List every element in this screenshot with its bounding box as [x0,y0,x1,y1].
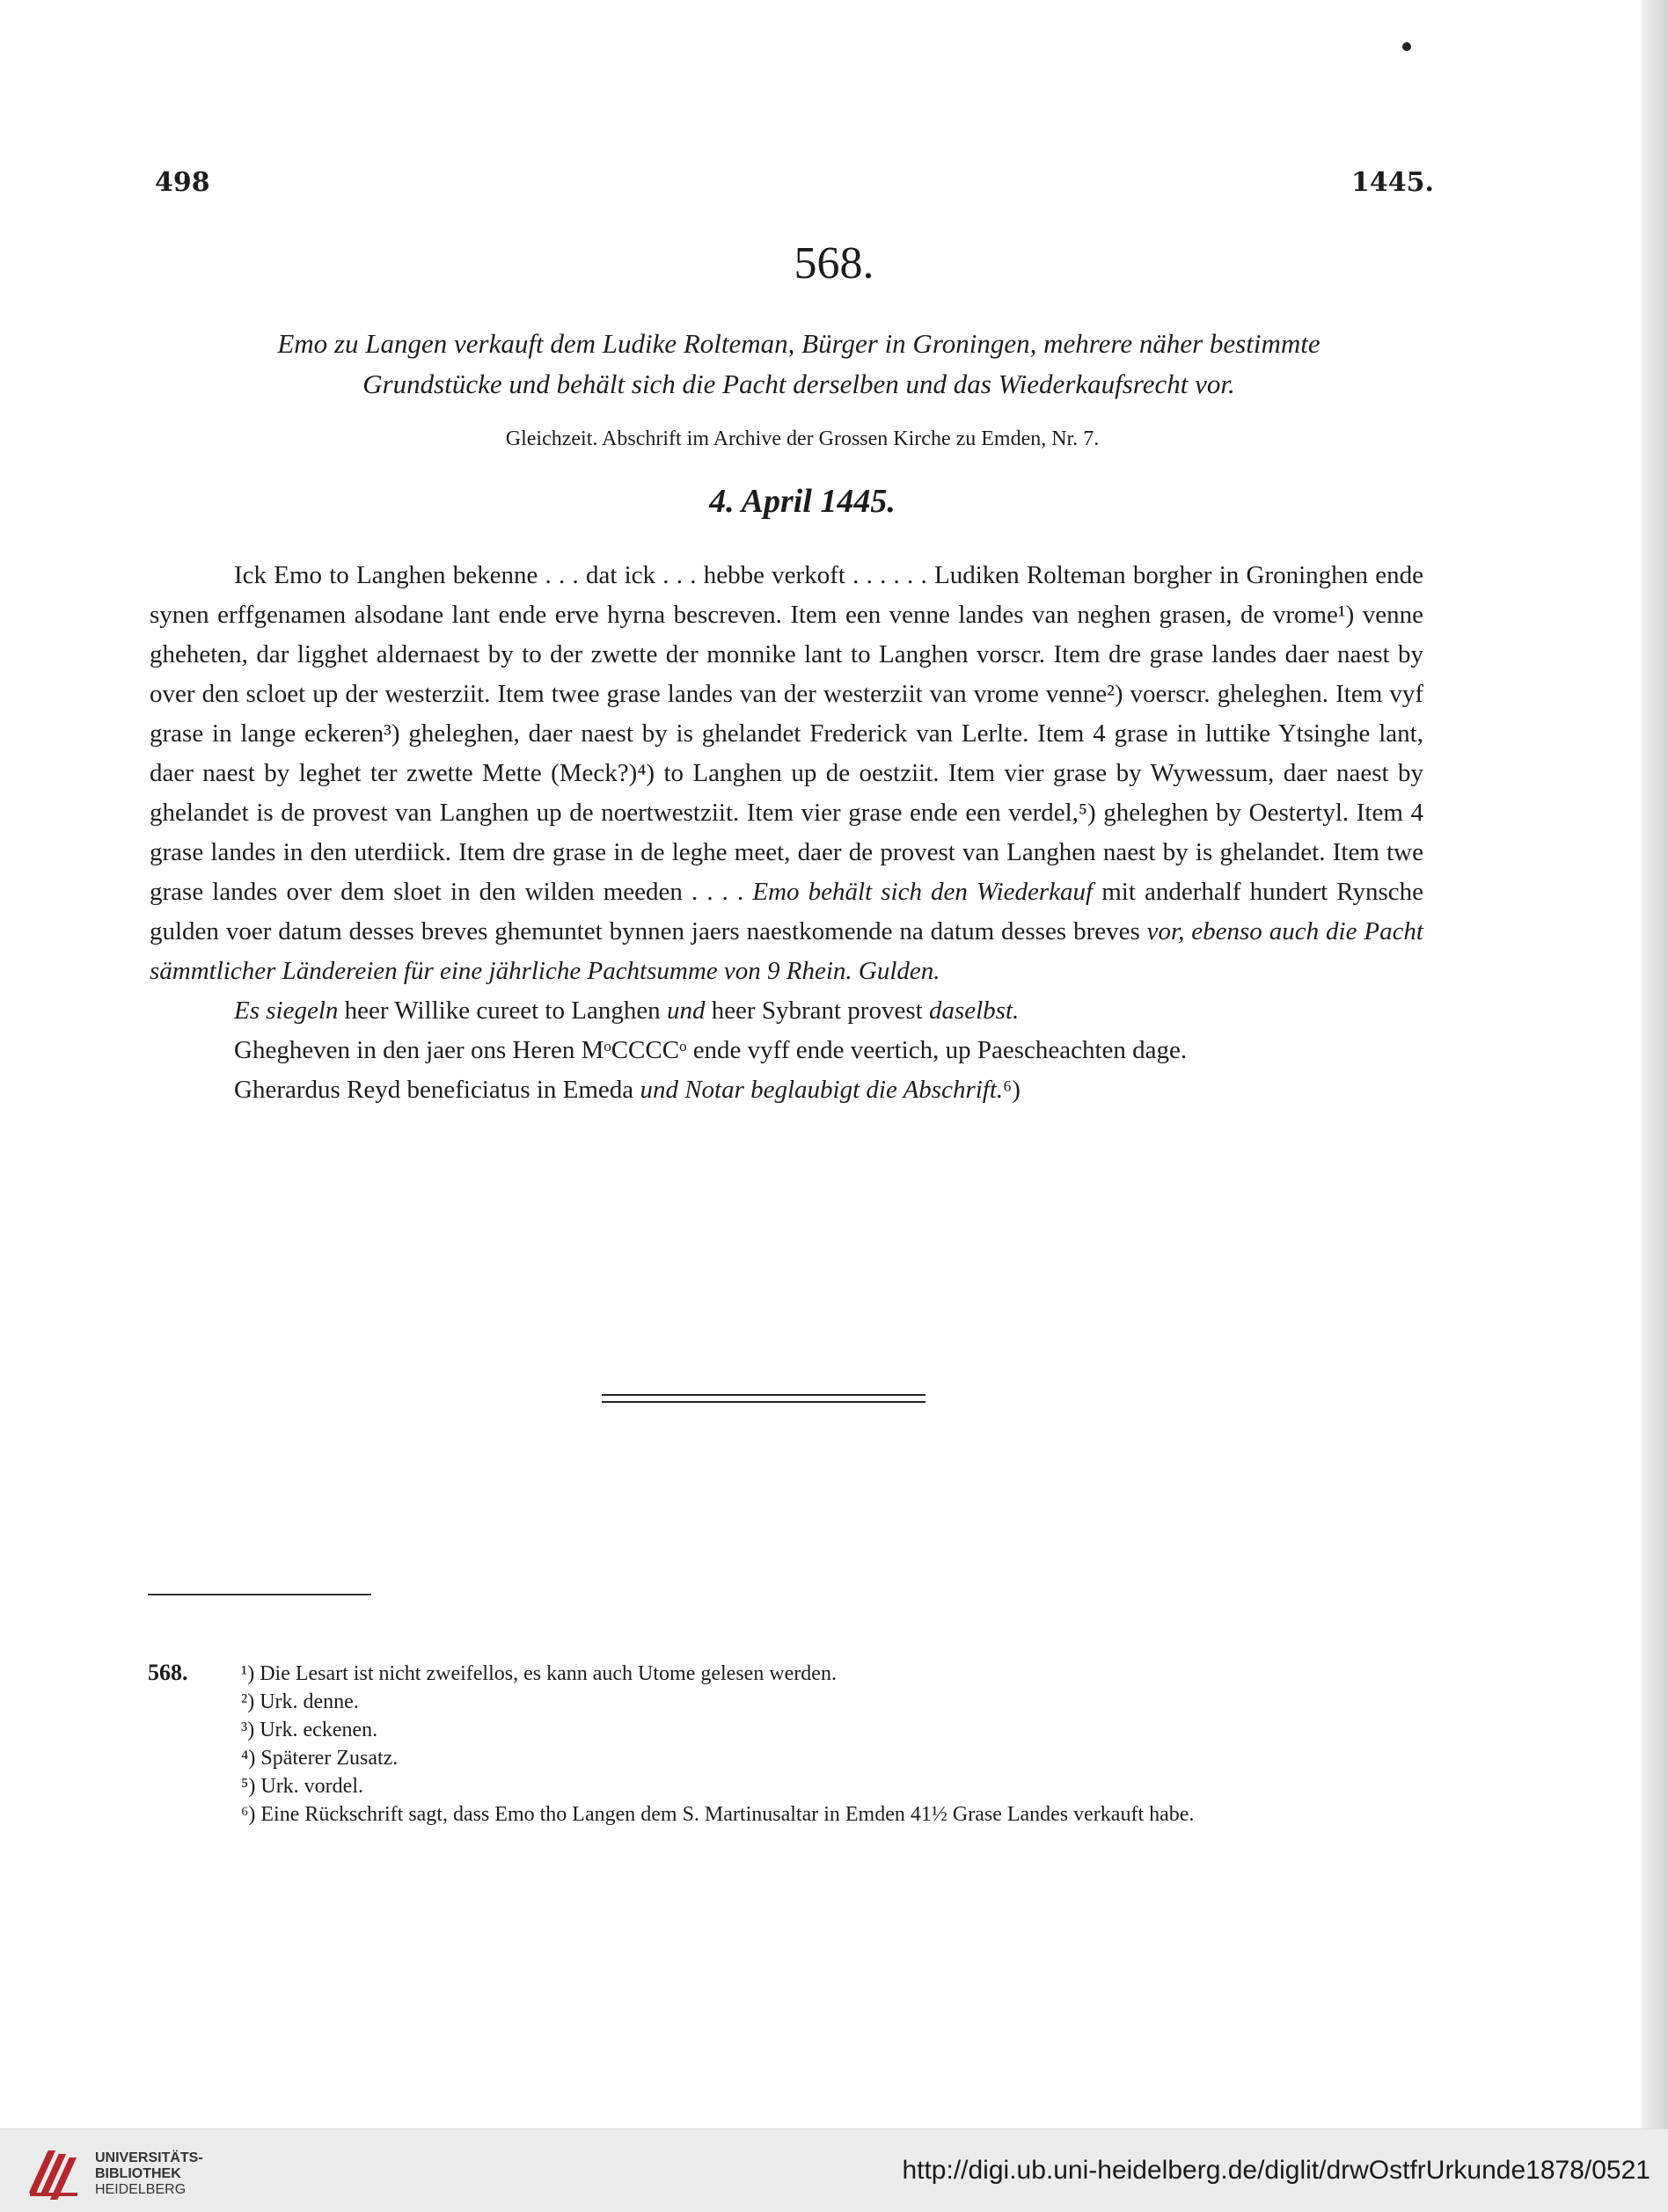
editor-note: Es siegeln [234,996,339,1025]
source-note: Gleichzeit. Abschrift im Archive der Grossen Kirche zu Emden, Nr. 7. [505,427,1100,450]
document-date: 4. April 1445. [709,483,896,520]
footnote: ⁵) Urk. vordel. [241,1775,363,1798]
ink-speck [1402,42,1411,51]
editor-note: vor, ebenso auch die Pacht sämmtlicher Ländereien für eine jährliche Pachtsumme von 9 Rhein. Gulden. [150,917,1423,985]
text-run: Gherardus Reyd beneficiatus in Emeda [234,1076,640,1104]
permalink-url[interactable]: http://digi.ub.uni-heidelberg.de/diglit/drwOstfrUrkunde1878/0521 [902,2156,1650,2185]
footnote: ³) Urk. eckenen. [241,1719,378,1741]
document-number: 568. [794,238,874,288]
library-name-line: UNIVERSITÄTS- [95,2150,203,2165]
library-name-line: BIBLIOTHEK [95,2166,181,2181]
text-run: mit anderhalf hundert Rynsche gulden voer datum desses breves ghemuntet bynnen jaers naestkomende na datum desses breves [150,878,1423,945]
viewer-footer [0,2128,1668,2212]
library-name[interactable] [95,2150,203,2198]
paragraph [150,1070,1423,1110]
text-run: Ick Emo to Langhen bekenne . . . dat ick . . . hebbe verkoft . . . . . . Ludiken Rolteman borgher in Groninghen ende synen erffgenamen alsodane lant ende erve hyrna bescreven. Item een venne landes van neghen grasen, de vrome¹) venne gheheten, dar ligghet aldernaest by to der zwette der monnike lant to Langhen vorscr. Item dre grase landes daer naest by over den scloet up der westerziit. Item twee grase landes van der westerziit van vrome venne²) voerscr. gheleghen. Item vyf grase in lange eckeren³) gheleghen, daer naest by is ghelandet Frederick van Lerlte. Item 4 grase in luttike Ytsinghe lant, daer naest by leghet ter zwette Mette (Meck?)⁴) to Langhen up de oestziit. Item vier grase by Wywessum, daer naest by ghelandet is de provest van Langhen up de noertwestziit. Item vier grase ende een verdel,⁵) gheleghen by Oestertyl. Item 4 grase landes in den uterdiick. Item dre grase in de leghe meet, daer de provest van Langhen naest by is ghelandet. Item twe grase landes over dem sloet in den wilden meeden . . . . [150,561,1423,906]
charter-text [150,556,1423,1110]
page-edge-shadow [1642,0,1668,2128]
paragraph [150,556,1423,991]
footnotes [148,1659,1423,1829]
text-run: heer Sybrant provest [705,996,929,1025]
page-number: 498 [155,167,210,198]
footnote-ref: ⁶) [1003,1076,1021,1104]
footnote-separator [148,1594,371,1595]
footnote-label: 568. [148,1660,188,1685]
footnote: ⁶) Eine Rückschrift sagt, dass Emo tho Langen dem S. Martinusaltar in Emden 41½ Grase Landes verkauft habe. [241,1803,1195,1826]
summary-line: Grundstücke und behält sich die Pacht derselben und das Wiederkaufsrecht vor. [362,369,1235,399]
paragraph [150,991,1423,1031]
editor-note: und Notar beglaubigt die Abschrift. [640,1076,1004,1104]
section-divider [602,1394,925,1403]
editor-note: daselbst. [928,996,1020,1025]
library-logo-icon[interactable] [23,2140,86,2203]
text-run: heer Willike cureet to Langhen [338,996,667,1025]
editor-note: Emo behält sich den Wiederkauf [752,878,1094,906]
footnote: ⁴) Späterer Zusatz. [241,1747,399,1770]
document-summary [155,324,1443,405]
editor-note: und [666,996,706,1025]
footnote: 568. ¹) Die Lesart ist nicht zweifellos, es kann auch Utome gelesen werden. [148,1660,837,1685]
library-name-line: HEIDELBERG [95,2182,187,2197]
summary-line: Emo zu Langen verkauft dem Ludike Rolteman, Bürger in Groningen, mehrere näher bestimmte [277,328,1320,359]
footnote: ²) Urk. denne. [241,1690,359,1713]
paragraph: Ghegheven in den jaer ons Heren MᵒCCCCᵒ ende vyff ende veertich, up Paescheachten dage. [234,1036,1188,1064]
running-head-year: 1445. [1351,167,1434,198]
